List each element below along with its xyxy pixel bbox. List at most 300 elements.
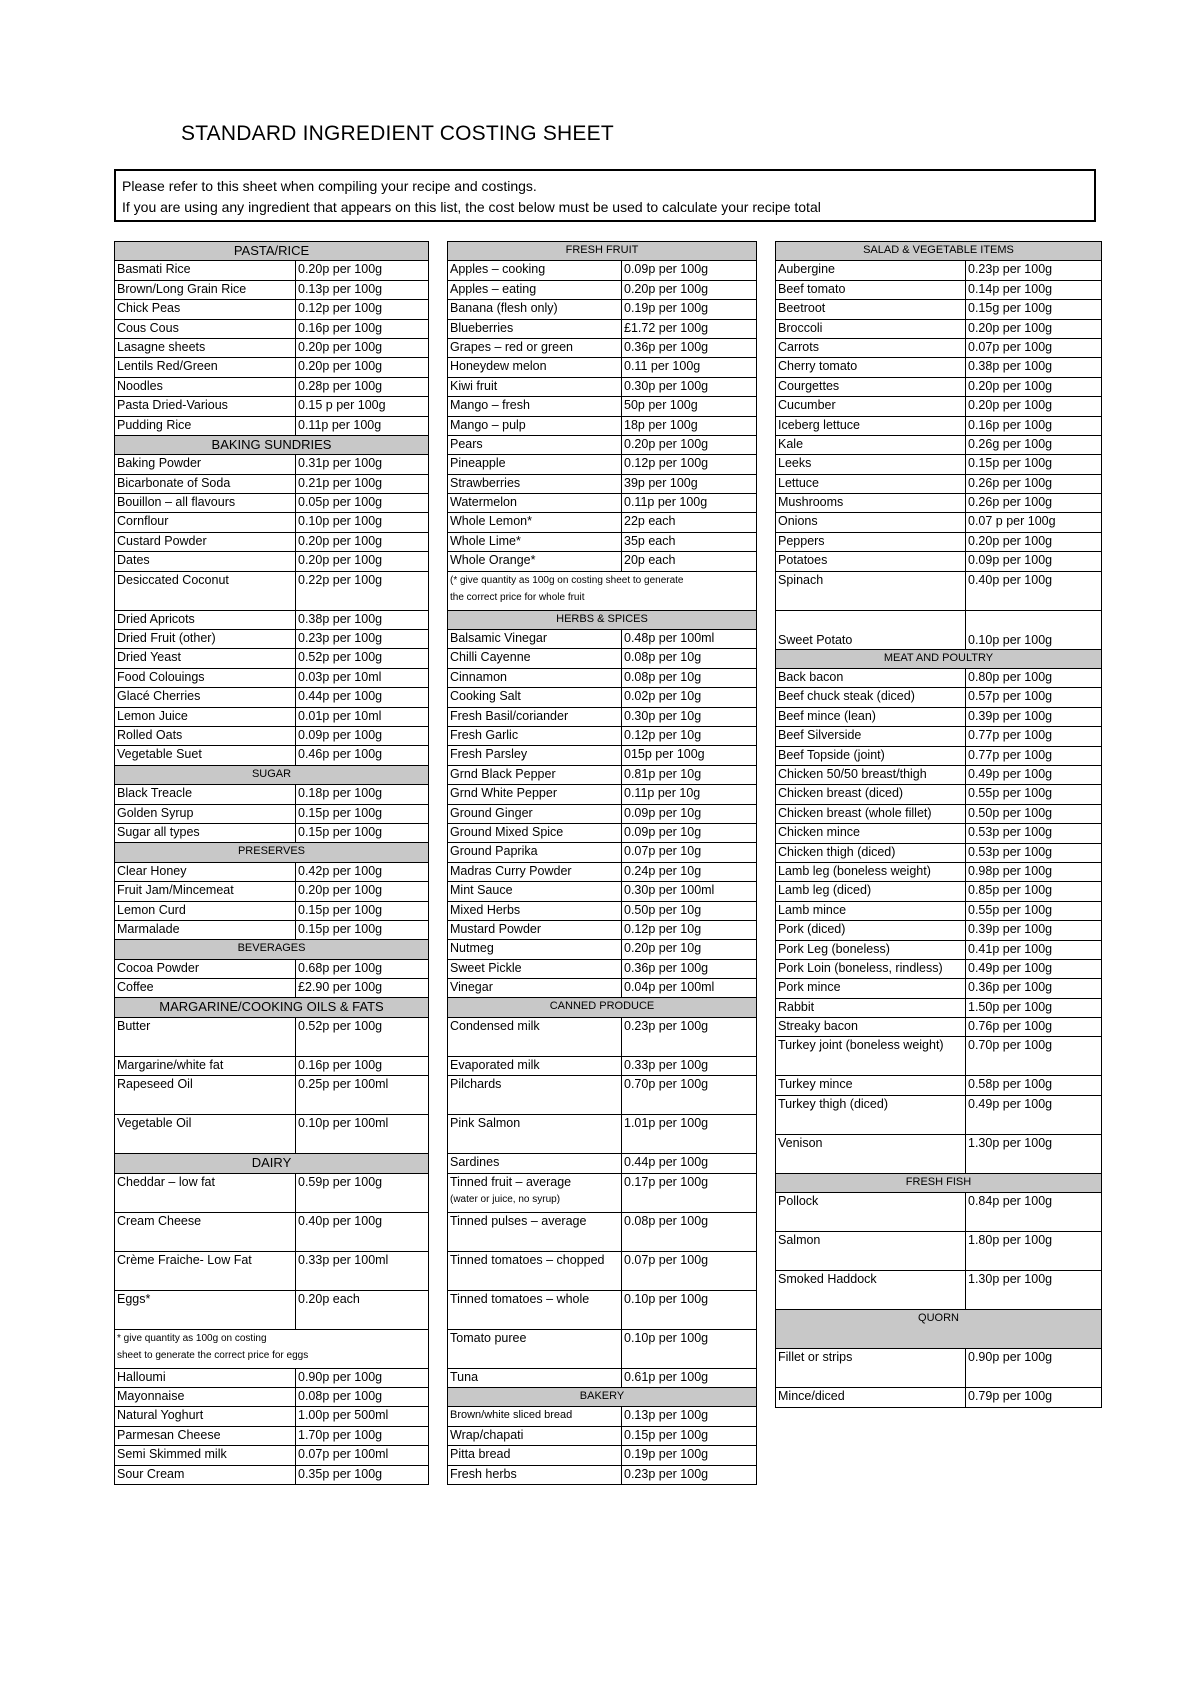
ingredient-name: Pollock <box>776 1193 966 1232</box>
ingredient-price: 0.26g per 100g <box>966 435 1102 454</box>
ingredient-price: 0.10p per 100g <box>296 513 429 532</box>
ingredient-price: 0.07p per 100g <box>622 1251 757 1290</box>
ingredient-price: 0.30p per 10g <box>622 707 757 726</box>
table-row <box>115 338 429 357</box>
table-row <box>115 280 429 299</box>
ingredient-name: Mixed Herbs <box>448 901 622 920</box>
table-row <box>448 1329 757 1368</box>
ingredient-name: Kale <box>776 435 966 454</box>
section-header: MEAT AND POULTRY <box>776 649 1102 668</box>
table-row <box>115 630 429 649</box>
ingredient-name: Tuna <box>448 1368 622 1387</box>
ingredient-name: Honeydew melon <box>448 358 622 377</box>
ingredient-name-note: (water or juice, no syrup) <box>450 1193 561 1205</box>
ingredient-name: Smoked Haddock <box>776 1271 966 1310</box>
ingredient-name: Glacé Cherries <box>115 688 296 707</box>
ingredient-price: 0.79p per 100g <box>966 1388 1102 1407</box>
table-row <box>448 1407 757 1426</box>
ingredient-name: Wrap/chapati <box>448 1426 622 1445</box>
footnote-line: (* give quantity as 100g on costing sheet to generate <box>450 574 684 586</box>
ingredient-name: Balsamic Vinegar <box>448 630 622 649</box>
ingredient-name: Sugar all types <box>115 823 296 842</box>
ingredient-name: Cooking Salt <box>448 688 622 707</box>
ingredient-price: 0.53p per 100g <box>966 843 1102 862</box>
ingredient-name: Golden Syrup <box>115 804 296 823</box>
table-row <box>776 532 1102 551</box>
ingredient-name: Whole Lime* <box>448 532 622 551</box>
table-row <box>448 513 757 532</box>
table-row <box>776 1349 1102 1388</box>
ingredient-name: Pasta Dried-Various <box>115 397 296 416</box>
ingredient-price: 0.23p per 100g <box>622 1465 757 1484</box>
table-row <box>115 494 429 513</box>
table-row <box>776 979 1102 998</box>
ingredient-price: 35p each <box>622 532 757 551</box>
table-row <box>448 862 757 881</box>
footnote <box>115 1329 429 1368</box>
ingredient-name: Cream Cheese <box>115 1212 296 1251</box>
table-row <box>115 1173 429 1212</box>
table-row <box>776 1095 1102 1134</box>
ingredient-price: 50p per 100g <box>622 397 757 416</box>
ingredient-name: Cous Cous <box>115 319 296 338</box>
ingredient-price: 0.26p per 100g <box>966 474 1102 493</box>
ingredient-name: Rabbit <box>776 998 966 1017</box>
table-row <box>776 1232 1102 1271</box>
table-row <box>776 435 1102 454</box>
ingredient-name: Ground Paprika <box>448 843 622 862</box>
section-header: BAKERY <box>448 1388 757 1407</box>
section-header-row <box>776 1310 1102 1349</box>
ingredient-name: Sour Cream <box>115 1465 296 1484</box>
ingredient-name: Evaporated milk <box>448 1056 622 1075</box>
ingredient-name: Pilchards <box>448 1076 622 1115</box>
ingredient-name: Fillet or strips <box>776 1349 966 1388</box>
ingredient-price: 0.30p per 100g <box>622 377 757 396</box>
column-1 <box>114 241 429 1485</box>
ingredient-price: 0.08p per 100g <box>622 1212 757 1251</box>
ingredient-price: 0.38p per 100g <box>966 358 1102 377</box>
ingredient-name: Tinned pulses – average <box>448 1212 622 1251</box>
table-row <box>448 1368 757 1387</box>
table-row <box>448 319 757 338</box>
ingredient-price: 0.84p per 100g <box>966 1193 1102 1232</box>
ingredient-price: 0.09p per 10g <box>622 804 757 823</box>
ingredient-price: 1.70p per 100g <box>296 1426 429 1445</box>
ingredient-price: 0.15g per 100g <box>966 300 1102 319</box>
ingredient-price: 0.28p per 100g <box>296 377 429 396</box>
ingredient-price: 0.85p per 100g <box>966 882 1102 901</box>
section-header-row <box>776 242 1102 261</box>
ingredient-name: Apples – eating <box>448 280 622 299</box>
table-row <box>776 455 1102 474</box>
ingredient-name-main: Tinned fruit – average <box>450 1174 572 1189</box>
ingredient-name: Pork Leg (boneless) <box>776 940 966 959</box>
ingredient-name: Mushrooms <box>776 494 966 513</box>
table-row <box>776 513 1102 532</box>
ingredient-name: Tinned tomatoes – whole <box>448 1290 622 1329</box>
ingredient-name: Aubergine <box>776 261 966 280</box>
ingredient-price: 0.49p per 100g <box>966 959 1102 978</box>
table-row <box>115 979 429 998</box>
ingredient-price: 18p per 100g <box>622 416 757 435</box>
ingredient-price: 0.90p per 100g <box>966 1349 1102 1388</box>
ingredient-name: Beef tomato <box>776 280 966 299</box>
ingredient-name: Fresh Parsley <box>448 746 622 765</box>
ingredient-price: 0.77p per 100g <box>966 727 1102 746</box>
ingredient-name <box>448 1173 622 1212</box>
table-row <box>776 1076 1102 1095</box>
table-row <box>448 1465 757 1484</box>
ingredient-name: Dates <box>115 552 296 571</box>
ingredient-name: Dried Fruit (other) <box>115 630 296 649</box>
table-row <box>776 377 1102 396</box>
ingredient-price: 0.17p per 100g <box>622 1173 757 1212</box>
ingredient-name: Vegetable Oil <box>115 1115 296 1154</box>
ingredient-price: 0.16p per 100g <box>296 1056 429 1075</box>
ingredient-price: 1.01p per 100g <box>622 1115 757 1154</box>
ingredient-name: Mince/diced <box>776 1388 966 1407</box>
ingredient-price: 1.80p per 100g <box>966 1232 1102 1271</box>
ingredient-name: Cucumber <box>776 397 966 416</box>
ingredient-name: Cheddar – low fat <box>115 1173 296 1212</box>
ingredient-table <box>447 241 757 1485</box>
section-header: PRESERVES <box>115 843 429 862</box>
section-header: MARGARINE/COOKING OILS & FATS <box>115 998 429 1017</box>
ingredient-price: 0.12p per 100g <box>296 300 429 319</box>
ingredient-name: Pears <box>448 435 622 454</box>
ingredient-price: 0.04p per 100ml <box>622 979 757 998</box>
table-row <box>115 707 429 726</box>
ingredient-name: Lamb mince <box>776 901 966 920</box>
ingredient-name: Streaky bacon <box>776 1018 966 1037</box>
table-row <box>776 940 1102 959</box>
ingredient-name: Coffee <box>115 979 296 998</box>
table-row <box>776 804 1102 823</box>
table-row <box>776 669 1102 688</box>
ingredient-price: 0.40p per 100g <box>966 571 1102 610</box>
table-row <box>448 707 757 726</box>
table-row <box>448 1212 757 1251</box>
table-row <box>115 319 429 338</box>
ingredient-price: 0.20p per 100g <box>966 397 1102 416</box>
table-row <box>776 280 1102 299</box>
ingredient-name: Pork (diced) <box>776 921 966 940</box>
table-row <box>776 921 1102 940</box>
ingredient-price: 1.00p per 500ml <box>296 1407 429 1426</box>
table-row <box>115 823 429 842</box>
table-row <box>776 862 1102 881</box>
ingredient-price: 0.16p per 100g <box>966 416 1102 435</box>
ingredient-price: 0.20p per 10g <box>622 940 757 959</box>
table-row <box>776 610 1102 649</box>
table-row <box>115 300 429 319</box>
ingredient-price: 0.76p per 100g <box>966 1018 1102 1037</box>
ingredient-name: Venison <box>776 1134 966 1173</box>
column-3 <box>775 241 1102 1408</box>
section-header-row <box>115 242 429 261</box>
ingredient-price: £2.90 per 100g <box>296 979 429 998</box>
ingredient-name: Chicken 50/50 breast/thigh <box>776 765 966 784</box>
table-row <box>776 1037 1102 1076</box>
ingredient-price: 0.20p per 100g <box>622 435 757 454</box>
ingredient-price: 0.38p per 100g <box>296 610 429 629</box>
ingredient-name: Ground Ginger <box>448 804 622 823</box>
table-row <box>115 1017 429 1056</box>
ingredient-price: 0.35p per 100g <box>296 1465 429 1484</box>
ingredient-table <box>775 241 1102 1408</box>
ingredient-name: Carrots <box>776 338 966 357</box>
ingredient-price: 0.44p per 100g <box>296 688 429 707</box>
table-row <box>448 979 757 998</box>
table-row <box>115 959 429 978</box>
table-row <box>448 668 757 687</box>
ingredient-name: Semi Skimmed milk <box>115 1446 296 1465</box>
table-row <box>448 882 757 901</box>
instructions-line-1: Please refer to this sheet when compiling your recipe and costings. <box>122 178 537 194</box>
table-row <box>115 882 429 901</box>
ingredient-price: 22p each <box>622 513 757 532</box>
ingredient-price: 0.52p per 100g <box>296 649 429 668</box>
ingredient-name: Vinegar <box>448 979 622 998</box>
table-row <box>115 862 429 881</box>
section-header: DAIRY <box>115 1154 429 1173</box>
ingredient-name: Brown/Long Grain Rice <box>115 280 296 299</box>
table-row <box>776 727 1102 746</box>
ingredient-name: Dried Yeast <box>115 649 296 668</box>
ingredient-price: 0.23p per 100g <box>296 630 429 649</box>
section-header-row <box>448 242 757 261</box>
ingredient-price: 0.08p per 100g <box>296 1388 429 1407</box>
ingredient-name: Lamb leg (diced) <box>776 882 966 901</box>
ingredient-price: 0.77p per 100g <box>966 746 1102 765</box>
table-row <box>776 416 1102 435</box>
ingredient-price: 0.10p per 100g <box>966 610 1102 649</box>
table-row <box>115 261 429 280</box>
ingredient-price: 0.49p per 100g <box>966 1095 1102 1134</box>
table-row <box>448 1056 757 1075</box>
table-row <box>115 513 429 532</box>
section-header: PASTA/RICE <box>115 242 429 261</box>
ingredient-name: Beef chuck steak (diced) <box>776 688 966 707</box>
ingredient-name: Dried Apricots <box>115 610 296 629</box>
table-row <box>115 532 429 551</box>
ingredient-name: Cherry tomato <box>776 358 966 377</box>
ingredient-name: Blueberries <box>448 319 622 338</box>
ingredient-price: 0.25p per 100ml <box>296 1076 429 1115</box>
table-row <box>115 1115 429 1154</box>
ingredient-name: Grnd Black Pepper <box>448 765 622 784</box>
ingredient-name: Chicken thigh (diced) <box>776 843 966 862</box>
table-row <box>448 474 757 493</box>
table-row <box>776 785 1102 804</box>
ingredient-price: 0.20p each <box>296 1290 429 1329</box>
table-row <box>776 843 1102 862</box>
instructions-line-2: If you are using any ingredient that appears on this list, the cost below must be used to calculate your recipe total <box>122 199 821 215</box>
ingredient-price: 0.14p per 100g <box>966 280 1102 299</box>
table-row <box>448 1173 757 1212</box>
ingredient-price: 0.15p per 100g <box>296 920 429 939</box>
ingredient-name: Desiccated Coconut <box>115 571 296 610</box>
ingredient-name: Salmon <box>776 1232 966 1271</box>
table-row <box>776 707 1102 726</box>
ingredient-price: 0.90p per 100g <box>296 1368 429 1387</box>
ingredient-price: 0.40p per 100g <box>296 1212 429 1251</box>
ingredient-price: 0.48p per 100ml <box>622 630 757 649</box>
ingredient-name: Iceberg lettuce <box>776 416 966 435</box>
table-row <box>115 901 429 920</box>
ingredient-name: Noodles <box>115 377 296 396</box>
ingredient-name: Margarine/white fat <box>115 1056 296 1075</box>
table-row <box>448 455 757 474</box>
ingredient-name: Courgettes <box>776 377 966 396</box>
ingredient-name: Tinned tomatoes – chopped <box>448 1251 622 1290</box>
ingredient-name: Pink Salmon <box>448 1115 622 1154</box>
section-header-row <box>115 765 429 784</box>
ingredient-price: 0.15 p per 100g <box>296 397 429 416</box>
ingredient-price: 0.36p per 100g <box>622 959 757 978</box>
ingredient-name: Mustard Powder <box>448 920 622 939</box>
table-row <box>776 474 1102 493</box>
ingredient-name: Grapes – red or green <box>448 338 622 357</box>
ingredient-price: 1.30p per 100g <box>966 1271 1102 1310</box>
table-row <box>776 746 1102 765</box>
table-row <box>115 377 429 396</box>
table-row <box>115 397 429 416</box>
table-row <box>448 959 757 978</box>
ingredient-price: 0.20p per 100g <box>296 552 429 571</box>
ingredient-price: 0.12p per 100g <box>622 455 757 474</box>
ingredient-price: 0.31p per 100g <box>296 455 429 474</box>
footnote-line: sheet to generate the correct price for eggs <box>117 1349 309 1361</box>
ingredient-name: Bicarbonate of Soda <box>115 474 296 493</box>
ingredient-name: Mayonnaise <box>115 1388 296 1407</box>
ingredient-price: 0.68p per 100g <box>296 959 429 978</box>
ingredient-price: £1.72 per 100g <box>622 319 757 338</box>
table-row <box>776 1134 1102 1173</box>
ingredient-name: Lasagne sheets <box>115 338 296 357</box>
section-header-row <box>115 998 429 1017</box>
ingredient-name: Whole Lemon* <box>448 513 622 532</box>
ingredient-price: 1.50p per 100g <box>966 998 1102 1017</box>
footnote-row <box>115 1329 429 1368</box>
ingredient-name: Lemon Curd <box>115 901 296 920</box>
section-header: FRESH FISH <box>776 1173 1102 1192</box>
table-row <box>448 1446 757 1465</box>
ingredient-price: 0.23p per 100g <box>622 1017 757 1056</box>
ingredient-price: 0.36p per 100g <box>622 338 757 357</box>
ingredient-name: Chick Peas <box>115 300 296 319</box>
table-row <box>115 1251 429 1290</box>
section-header-row <box>115 940 429 959</box>
table-row <box>115 1407 429 1426</box>
ingredient-price: 0.98p per 100g <box>966 862 1102 881</box>
ingredient-name: Strawberries <box>448 474 622 493</box>
section-header-row <box>448 610 757 629</box>
ingredient-name: Nutmeg <box>448 940 622 959</box>
ingredient-name: Chilli Cayenne <box>448 649 622 668</box>
ingredient-price: 0.70p per 100g <box>966 1037 1102 1076</box>
ingredient-name: Pitta bread <box>448 1446 622 1465</box>
footnote-row <box>448 571 757 610</box>
table-row <box>776 765 1102 784</box>
table-row <box>448 397 757 416</box>
table-row <box>115 474 429 493</box>
footnote-line: * give quantity as 100g on costing <box>117 1332 267 1344</box>
ingredient-name: Lemon Juice <box>115 707 296 726</box>
page-title: STANDARD INGREDIENT COSTING SHEET <box>181 122 614 145</box>
section-header: SUGAR <box>115 765 429 784</box>
ingredient-price: 0.49p per 100g <box>966 765 1102 784</box>
table-row <box>448 552 757 571</box>
ingredient-price: 0.02p per 10g <box>622 688 757 707</box>
table-row <box>448 280 757 299</box>
ingredient-price: 0.30p per 100ml <box>622 882 757 901</box>
ingredient-name: Mint Sauce <box>448 882 622 901</box>
ingredient-name: Banana (flesh only) <box>448 300 622 319</box>
table-row <box>776 998 1102 1017</box>
table-row <box>776 494 1102 513</box>
ingredient-name: Bouillon – all flavours <box>115 494 296 513</box>
ingredient-price: 0.19p per 100g <box>622 300 757 319</box>
ingredient-name: Potatoes <box>776 552 966 571</box>
ingredient-price: 0.12p per 10g <box>622 920 757 939</box>
ingredient-price: 20p each <box>622 552 757 571</box>
table-row <box>115 1290 429 1329</box>
ingredient-name: Spinach <box>776 571 966 610</box>
ingredient-name: Lamb leg (boneless weight) <box>776 862 966 881</box>
table-row <box>776 1388 1102 1407</box>
ingredient-name: Broccoli <box>776 319 966 338</box>
ingredient-name: Parmesan Cheese <box>115 1426 296 1445</box>
ingredient-price: 0.22p per 100g <box>296 571 429 610</box>
ingredient-price: 0.26p per 100g <box>966 494 1102 513</box>
ingredient-name: Tomato puree <box>448 1329 622 1368</box>
ingredient-price: 0.10p per 100g <box>622 1290 757 1329</box>
section-header-row <box>115 1154 429 1173</box>
ingredient-name: Rapeseed Oil <box>115 1076 296 1115</box>
footnote-line: the correct price for whole fruit <box>450 591 585 603</box>
section-header: HERBS & SPICES <box>448 610 757 629</box>
ingredient-price: 0.20p per 100g <box>622 280 757 299</box>
table-row <box>448 532 757 551</box>
ingredient-name: Pork Loin (boneless, rindless) <box>776 959 966 978</box>
table-row <box>776 824 1102 843</box>
table-row <box>448 901 757 920</box>
ingredient-name: Back bacon <box>776 669 966 688</box>
ingredient-name: Watermelon <box>448 494 622 513</box>
ingredient-name: Cocoa Powder <box>115 959 296 978</box>
ingredient-name: Black Treacle <box>115 785 296 804</box>
ingredient-name: Beetroot <box>776 300 966 319</box>
table-row <box>115 571 429 610</box>
ingredient-price: 0.55p per 100g <box>966 901 1102 920</box>
ingredient-price: 0.20p per 100g <box>966 532 1102 551</box>
ingredient-name: Sardines <box>448 1154 622 1173</box>
ingredient-name: Butter <box>115 1017 296 1056</box>
ingredient-name: Cornflour <box>115 513 296 532</box>
ingredient-name: Lettuce <box>776 474 966 493</box>
ingredient-price: 0.15p per 100g <box>296 823 429 842</box>
ingredient-price: 0.58p per 100g <box>966 1076 1102 1095</box>
ingredient-name: Fresh herbs <box>448 1465 622 1484</box>
table-row <box>115 1426 429 1445</box>
table-row <box>448 765 757 784</box>
ingredient-name: Custard Powder <box>115 532 296 551</box>
table-row <box>448 1290 757 1329</box>
ingredient-price: 0.15p per 100g <box>296 804 429 823</box>
ingredient-price: 0.50p per 10g <box>622 901 757 920</box>
